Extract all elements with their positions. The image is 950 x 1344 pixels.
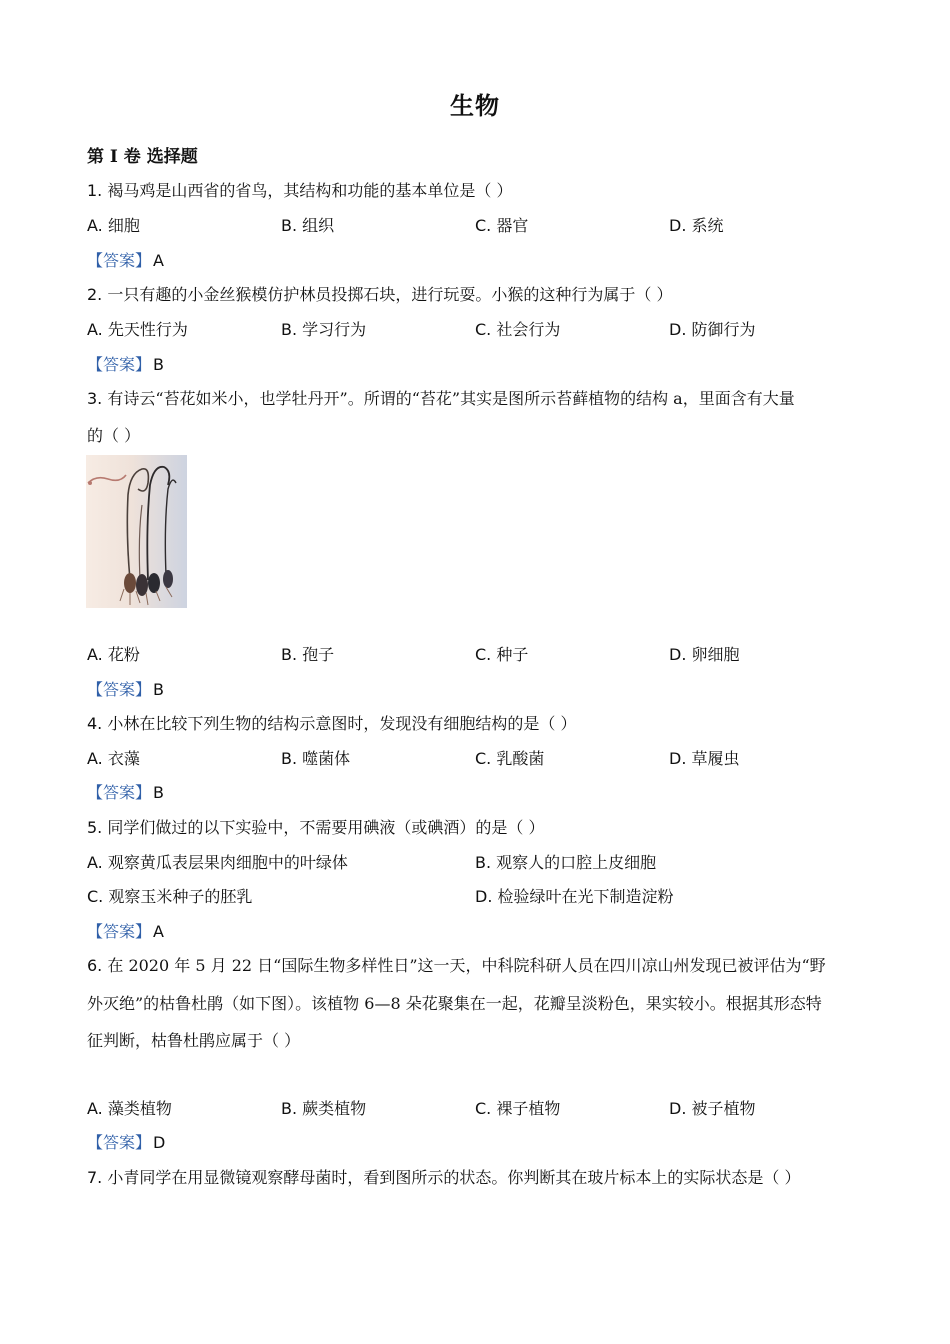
answer-6: 【答案】 D	[87, 1133, 166, 1152]
option-c: C. 社会行为	[475, 320, 561, 339]
question-6-continued: 外灭绝”的枯鲁杜鹃（如下图）。该植物 6—8 朵花聚集在一起，花瓣呈淡粉色，果实较小。根据其形态特	[87, 994, 822, 1013]
question-3-continued: 的（ ）	[87, 426, 141, 445]
page-title: 生物	[450, 91, 500, 120]
moss-illustration	[86, 455, 187, 608]
option-c: C. 种子	[475, 645, 529, 664]
question-number: 1.	[87, 181, 103, 200]
answer-3: 【答案】 B	[87, 680, 164, 699]
option-a: A. 藻类植物	[87, 1099, 172, 1118]
question-text: 一只有趣的小金丝猴模仿护林员投掷石块，进行玩耍。小猴的这种行为属于（ ）	[107, 285, 673, 304]
question-text: 在 2020 年 5 月 22 日“国际生物多样性日”这一天，中科院科研人员在四川凉山州发现已被评估为“野	[107, 956, 826, 975]
answer-4: 【答案】 B	[87, 783, 164, 802]
question-2	[87, 282, 672, 305]
question-1	[87, 178, 512, 201]
question-6-continued: 征判断，枯鲁杜鹃应属于（ ）	[87, 1031, 301, 1050]
option-b: B. 观察人的口腔上皮细胞	[475, 853, 657, 872]
option-a: A. 观察黄瓜表层果肉细胞中的叶绿体	[87, 853, 348, 872]
answer-2: 【答案】 B	[87, 355, 164, 374]
question-text: 小青同学在用显微镜观察酵母菌时，看到图所示的状态。你判断其在玻片标本上的实际状态是（ ）	[107, 1168, 801, 1187]
question-number: 2.	[87, 285, 103, 304]
option-d: D. 检验绿叶在光下制造淀粉	[475, 887, 674, 906]
option-b: B. 蕨类植物	[281, 1099, 367, 1118]
option-b: B. 学习行为	[281, 320, 367, 339]
question-4	[87, 711, 576, 734]
question-number: 4.	[87, 714, 103, 733]
question-text: 小林在比较下列生物的结构示意图时，发现没有细胞结构的是（ ）	[107, 714, 577, 733]
option-a: A. 花粉	[87, 645, 140, 664]
option-b: B. 孢子	[281, 645, 335, 664]
option-d: D. 防御行为	[669, 320, 756, 339]
question-6	[87, 953, 826, 976]
option-a: A. 先天性行为	[87, 320, 188, 339]
question-number: 7.	[87, 1168, 103, 1187]
option-d: D. 草履虫	[669, 749, 740, 768]
option-d: D. 卵细胞	[669, 645, 740, 664]
option-c: C. 裸子植物	[475, 1099, 561, 1118]
question-text: 褐马鸡是山西省的省鸟，其结构和功能的基本单位是（ ）	[107, 181, 513, 200]
question-number: 3.	[87, 389, 103, 408]
option-c: C. 乳酸菌	[475, 749, 545, 768]
answer-5: 【答案】 A	[87, 922, 164, 941]
question-text: 有诗云“苔花如米小，也学牡丹开”。所谓的“苔花”其实是图所示苔藓植物的结构 a，里面含有大量	[107, 389, 795, 408]
option-a: A. 衣藻	[87, 749, 140, 768]
option-c: C. 观察玉米种子的胚乳	[87, 887, 253, 906]
answer-1: 【答案】 A	[87, 251, 164, 270]
moss-plant-figure	[86, 455, 187, 608]
question-3	[87, 386, 795, 409]
option-d: D. 被子植物	[669, 1099, 756, 1118]
section-heading: 第 I 卷 选择题	[87, 147, 198, 167]
option-b: B. 噬菌体	[281, 749, 351, 768]
question-number: 6.	[87, 956, 103, 975]
option-d: D. 系统	[669, 216, 724, 235]
option-c: C. 器官	[475, 216, 529, 235]
option-a: A. 细胞	[87, 216, 140, 235]
question-number: 5.	[87, 818, 103, 837]
option-b: B. 组织	[281, 216, 335, 235]
question-7	[87, 1165, 800, 1188]
question-text: 同学们做过的以下实验中，不需要用碘液（或碘酒）的是（ ）	[107, 818, 545, 837]
question-5	[87, 815, 544, 838]
